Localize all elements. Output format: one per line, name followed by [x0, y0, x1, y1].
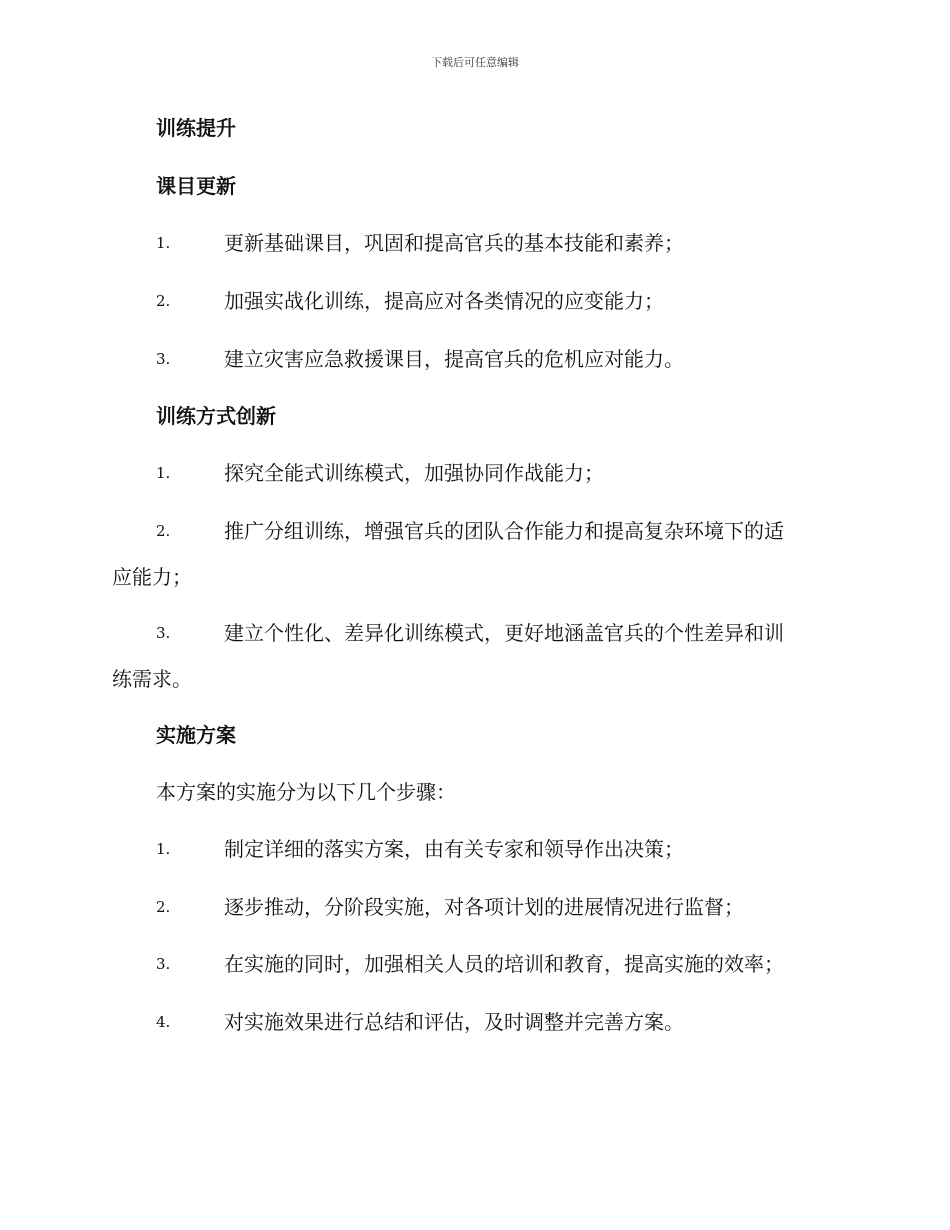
list-number: 2. [156, 898, 171, 916]
implementation-intro: 本方案的实施分为以下几个步骤： [156, 780, 456, 804]
page-header-note: 下载后可任意编辑 [431, 56, 519, 69]
list-text: 逐步推动，分阶段实施，对各项计划的进展情况进行监督； [224, 895, 744, 919]
list-item [112, 336, 837, 382]
list-text-line2: 应能力； [112, 565, 192, 589]
list-item [112, 826, 837, 872]
list-item [112, 508, 837, 600]
list-item [112, 884, 837, 930]
list-item [112, 278, 837, 324]
list-number: 3. [156, 624, 171, 642]
heading-course-update: 课目更新 [156, 174, 236, 198]
list-text: 在实施的同时，加强相关人员的培训和教育，提高实施的效率； [224, 952, 784, 976]
list-number: 1. [156, 234, 171, 252]
list-item [112, 999, 837, 1045]
list-text: 制定详细的落实方案，由有关专家和领导作出决策； [224, 837, 684, 861]
list-item [112, 450, 837, 496]
list-text-line2: 练需求。 [112, 667, 192, 691]
list-text: 更新基础课目，巩固和提高官兵的基本技能和素养； [224, 231, 684, 255]
list-number: 2. [156, 522, 171, 540]
list-number: 1. [156, 840, 171, 858]
list-text: 对实施效果进行总结和评估，及时调整并完善方案。 [224, 1010, 684, 1034]
list-number: 2. [156, 292, 171, 310]
heading-training-upgrade: 训练提升 [156, 116, 236, 140]
list-number: 1. [156, 464, 171, 482]
heading-implementation: 实施方案 [156, 723, 236, 747]
list-text: 加强实战化训练，提高应对各类情况的应变能力； [224, 289, 664, 313]
list-number: 3. [156, 955, 171, 973]
heading-method-innovation: 训练方式创新 [156, 404, 276, 428]
list-text-line1: 建立个性化、差异化训练模式，更好地涵盖官兵的个性差异和训 [224, 621, 784, 645]
list-text: 建立灾害应急救援课目，提高官兵的危机应对能力。 [224, 347, 684, 371]
list-item [112, 610, 837, 702]
list-item [112, 941, 837, 987]
list-item [112, 220, 837, 266]
list-text-line1: 推广分组训练，增强官兵的团队合作能力和提高复杂环境下的适 [224, 519, 784, 543]
list-text: 探究全能式训练模式，加强协同作战能力； [224, 461, 604, 485]
list-number: 4. [156, 1013, 171, 1031]
list-number: 3. [156, 350, 171, 368]
